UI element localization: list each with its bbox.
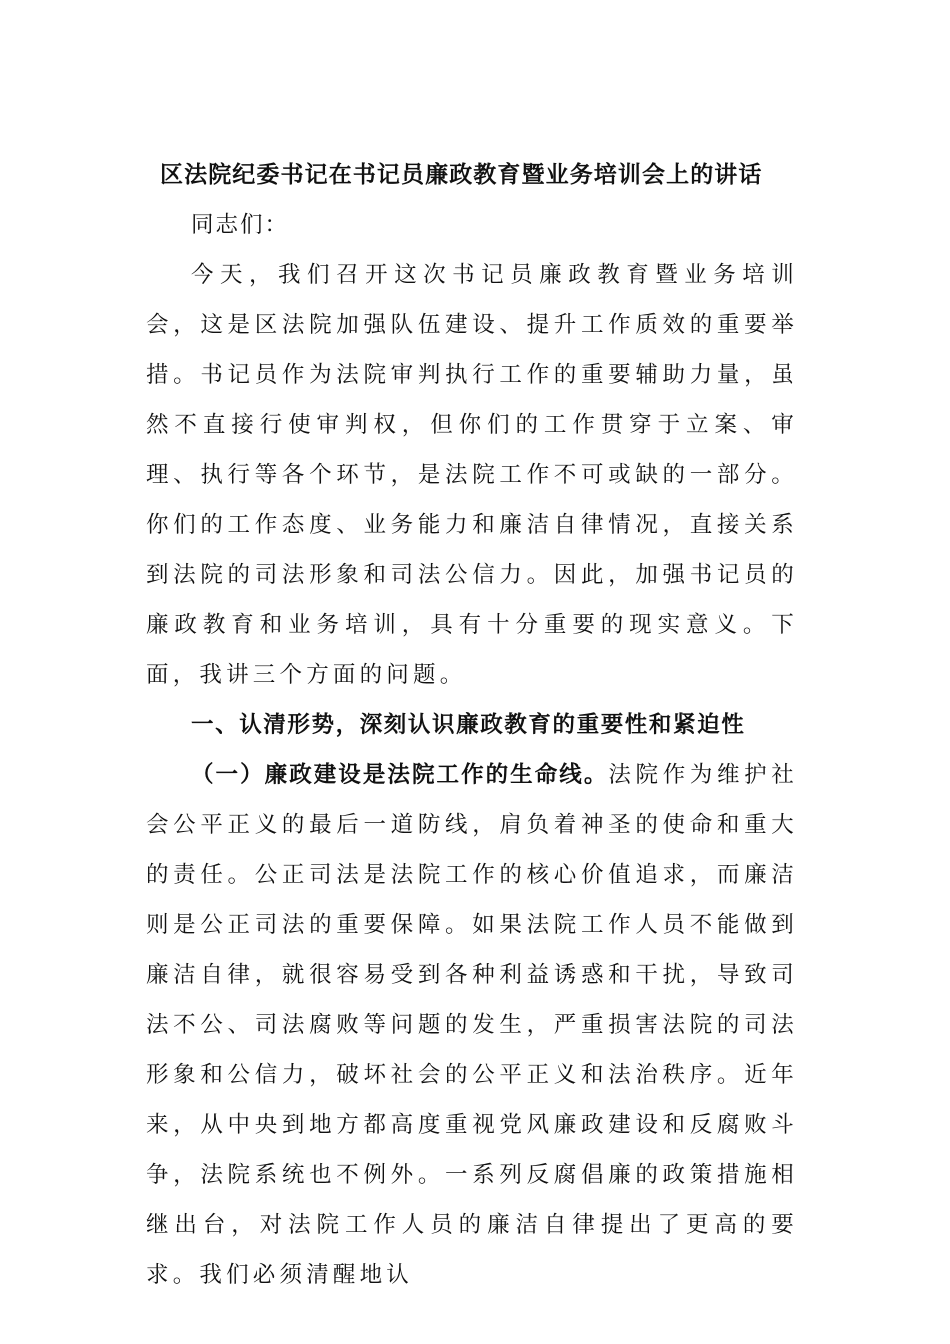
greeting: 同志们： — [191, 212, 290, 238]
section-1-heading: 一、认清形势，深刻认识廉政教育的重要性和紧迫性 — [191, 712, 746, 738]
section-1-sub-1-text: 法院作为维护社会公平正义的最后一道防线，肩负着神圣的使命和重大的责任。公正司法是法院工作的核心价值追求，而廉洁则是公正司法的重要保障。如果法院工作人员不能做到廉洁自律，就很容易受到各种利益诱惑和干扰，导致司法不公、司法腐败等问题的发生，严重损害法院的司法形象和公信力，破坏社会的公平正义和法治秩序。近年来，从中央到地方都高度重视党风廉政建设和反腐败斗争，法院系统也不例外。一系列反腐倡廉的政策措施相继出台，对法院工作人员的廉洁自律提出了更高的要求。我们必须清醒地认 — [146, 762, 799, 1288]
section-1-sub-1-lead: （一）廉政建设是法院工作的生命线。 — [191, 762, 609, 788]
intro-paragraph: 今天，我们召开这次书记员廉政教育暨业务培训会，这是区法院加强队伍建设、提升工作质效的重要举措。书记员作为法院审判执行工作的重要辅助力量，虽然不直接行使审判权，但你们的工作贯穿于立案、审理、执行等各个环节，是法院工作不可或缺的一部分。你们的工作态度、业务能力和廉洁自律情况，直接关系到法院的司法形象和司法公信力。因此，加强书记员的廉政教育和业务培训，具有十分重要的现实意义。下面，我讲三个方面的问题。 — [146, 262, 798, 688]
document-title: 区法院纪委书记在书记员廉政教育暨业务培训会上的讲话 — [160, 162, 763, 188]
document-body — [146, 150, 798, 1300]
section-1-sub-1-paragraph — [146, 750, 798, 1300]
